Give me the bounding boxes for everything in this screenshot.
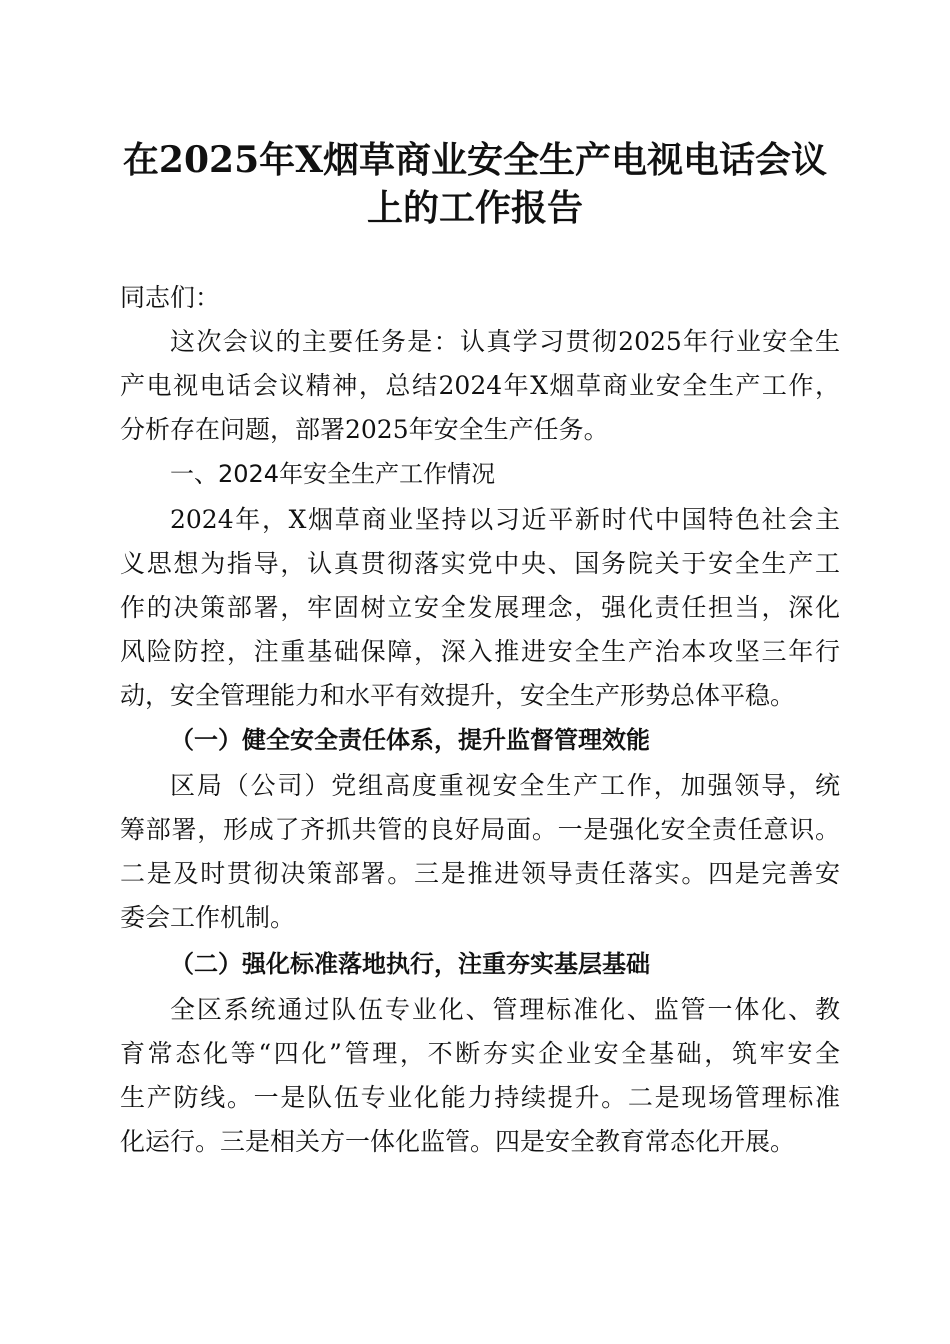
document-title-line-1: 在2025年X烟草商业安全生产电视电话会议 xyxy=(122,139,828,181)
subsection-heading: （一）健全安全责任体系，提升监督管理效能 xyxy=(170,725,650,754)
paragraph-line: 筹部署，形成了齐抓共管的良好局面。一是强化安全责任意识。 xyxy=(120,815,840,844)
subsection-heading: （二）强化标准落地执行，注重夯实基层基础 xyxy=(170,949,650,978)
paragraph-line: 全区系统通过队伍专业化、管理标准化、监管一体化、教 xyxy=(170,995,840,1024)
paragraph-line: 化运行。三是相关方一体化监管。四是安全教育常态化开展。 xyxy=(120,1127,796,1156)
paragraph-line: 委会工作机制。 xyxy=(120,903,296,932)
intro-line: 产电视电话会议精神，总结2024年X烟草商业安全生产工作， xyxy=(120,371,840,400)
paragraph-line: 风险防控，注重基础保障，深入推进安全生产治本攻坚三年行 xyxy=(120,637,840,666)
paragraph-line: 生产防线。一是队伍专业化能力持续提升。二是现场管理标准 xyxy=(120,1083,840,1112)
paragraph-line: 义思想为指导，认真贯彻落实党中央、国务院关于安全生产工 xyxy=(120,549,840,578)
section-heading: 一、2024年安全生产工作情况 xyxy=(170,460,496,488)
intro-line: 这次会议的主要任务是：认真学习贯彻2025年行业安全生 xyxy=(170,327,840,356)
paragraph-line: 区局（公司）党组高度重视安全生产工作，加强领导，统 xyxy=(170,771,840,800)
paragraph-line: 育常态化等“四化”管理，不断夯实企业安全基础，筑牢安全 xyxy=(120,1039,840,1068)
intro-line: 分析存在问题，部署2025年安全生产任务。 xyxy=(120,415,609,444)
paragraph-line: 二是及时贯彻决策部署。三是推进领导责任落实。四是完善安 xyxy=(120,859,840,888)
paragraph-line: 作的决策部署，牢固树立安全发展理念，强化责任担当，深化 xyxy=(120,593,840,622)
document-title-line-2: 上的工作报告 xyxy=(366,187,583,229)
paragraph-line: 动，安全管理能力和水平有效提升，安全生产形势总体平稳。 xyxy=(120,681,796,710)
salutation: 同志们： xyxy=(120,283,221,312)
paragraph-line: 2024年，X烟草商业坚持以习近平新时代中国特色社会主 xyxy=(170,505,840,534)
